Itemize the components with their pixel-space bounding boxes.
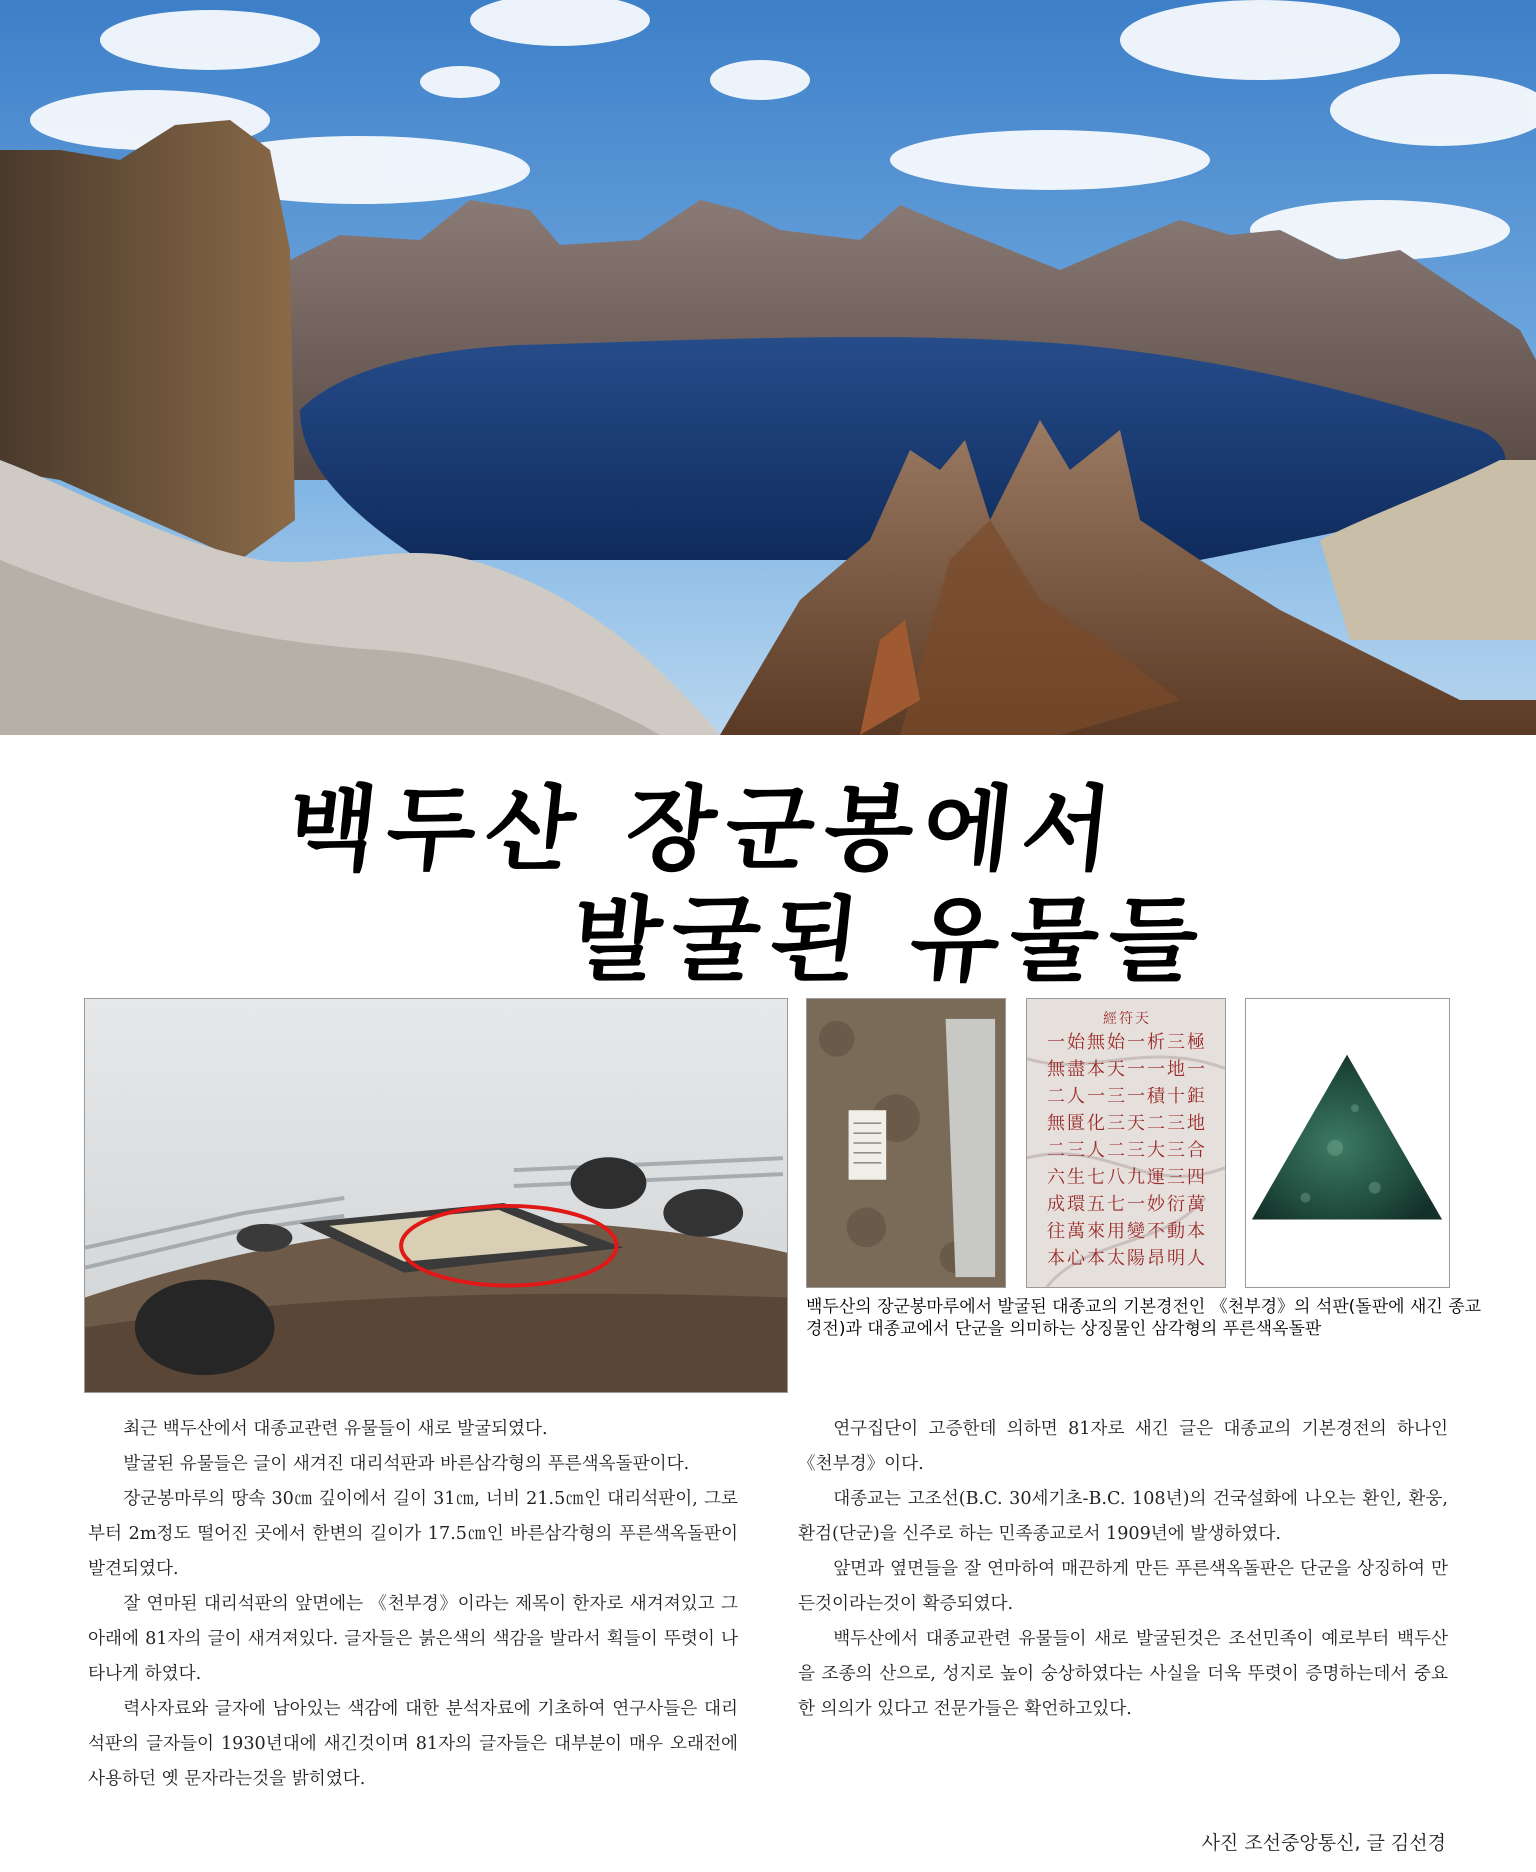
marble-slab-row: 二三人二三大三合 <box>1047 1140 1207 1161</box>
photo-text-credit: 사진 조선중앙통신, 글 김선경 <box>1201 1832 1446 1854</box>
article-paragraph: 백두산에서 대종교관련 유물들이 새로 발굴된것은 조선민족이 예로부터 백두산을 조종의 산으로, 성지로 높이 숭상하였다는 사실을 더욱 뚜렷이 증명하는데서 중요한 의의가 있다고 전문가들은 확언하고있다. <box>798 1629 1448 1719</box>
marble-slab-row: 往萬來用變不動本 <box>1047 1221 1207 1242</box>
photo-caption: 백두산의 장군봉마루에서 발굴된 대종교의 기본경전인 《천부경》의 석판(돌판에 새긴 종교경전)과 대종교에서 단군을 의미하는 상징물인 삼각형의 푸른색옥돌판 <box>806 1297 1482 1339</box>
marble-slab-text <box>1033 1009 1221 1279</box>
hero-landscape-image <box>0 0 1536 735</box>
marble-slab-row: 無盡本天一一地一 <box>1047 1059 1207 1080</box>
slab-in-ground-photo <box>806 998 1006 1288</box>
marble-slab-row: 成環五七一妙衍萬 <box>1047 1194 1207 1215</box>
jade-triangle-photo <box>1245 998 1450 1288</box>
marble-slab-heading: 經符天 <box>1103 1011 1151 1027</box>
article-column-right <box>798 1412 1448 1727</box>
marble-slab-row: 一始無始一析三極 <box>1047 1032 1207 1053</box>
article-paragraph: 력사자료와 글자에 남아있는 색감에 대한 분석자료에 기초하여 연구사들은 대리석판의 글자들이 1930년대에 새긴것이며 81자의 글자들은 대부분이 매우 오래전에 사용하던 옛 문자라는것을 밝히였다. <box>88 1699 738 1789</box>
article-paragraph: 앞면과 옆면들을 잘 연마하여 매끈하게 만든 푸른색옥돌판은 단군을 상징하여 만든것이라는것이 확증되였다. <box>798 1559 1448 1614</box>
article-paragraph: 연구집단이 고증한데 의하면 81자로 새긴 글은 대종교의 기본경전의 하나인 《천부경》이다. <box>798 1419 1448 1474</box>
marble-slab-row: 二人一三一積十鉅 <box>1047 1086 1207 1107</box>
marble-slab-inscription-photo <box>1026 998 1226 1288</box>
article-paragraph: 장군봉마루의 땅속 30㎝ 깊이에서 길이 31㎝, 너비 21.5㎝인 대리석판이, 그로부터 2m정도 떨어진 곳에서 한변의 길이가 17.5㎝인 바른삼각형의 푸른색옥돌판이 발견되였다. <box>88 1489 738 1579</box>
article-title <box>0 760 1536 994</box>
article-paragraph: 대종교는 고조선(B.C. 30세기초-B.C. 108년)의 건국설화에 나오는 환인, 환웅, 환검(단군)을 신주로 하는 민족종교로서 1909년에 발생하였다. <box>798 1489 1448 1544</box>
summit-excavation-photo <box>84 998 788 1393</box>
marble-slab-row: 本心本太陽昂明人 <box>1047 1248 1207 1269</box>
title-line-1: 백두산 장군봉에서 <box>282 776 1127 883</box>
article-paragraph: 잘 연마된 대리석판의 앞면에는 《천부경》이라는 제목이 한자로 새겨져있고 그아래에 81자의 글이 새겨져있다. 글자들은 붉은색의 색감을 발라서 획들이 뚜렷이 나타나게 하였다. <box>88 1594 738 1684</box>
marble-slab-row: 六生七八九運三四 <box>1047 1167 1207 1188</box>
article-paragraph: 최근 백두산에서 대종교관련 유물들이 새로 발굴되였다. <box>123 1419 548 1439</box>
article-column-left <box>88 1412 738 1797</box>
marble-slab-row: 無匱化三天二三地 <box>1047 1113 1207 1134</box>
article-paragraph: 발굴된 유물들은 글이 새겨진 대리석판과 바른삼각형의 푸른색옥돌판이다. <box>123 1454 690 1474</box>
title-line-2: 발굴된 유물들 <box>566 887 1213 994</box>
